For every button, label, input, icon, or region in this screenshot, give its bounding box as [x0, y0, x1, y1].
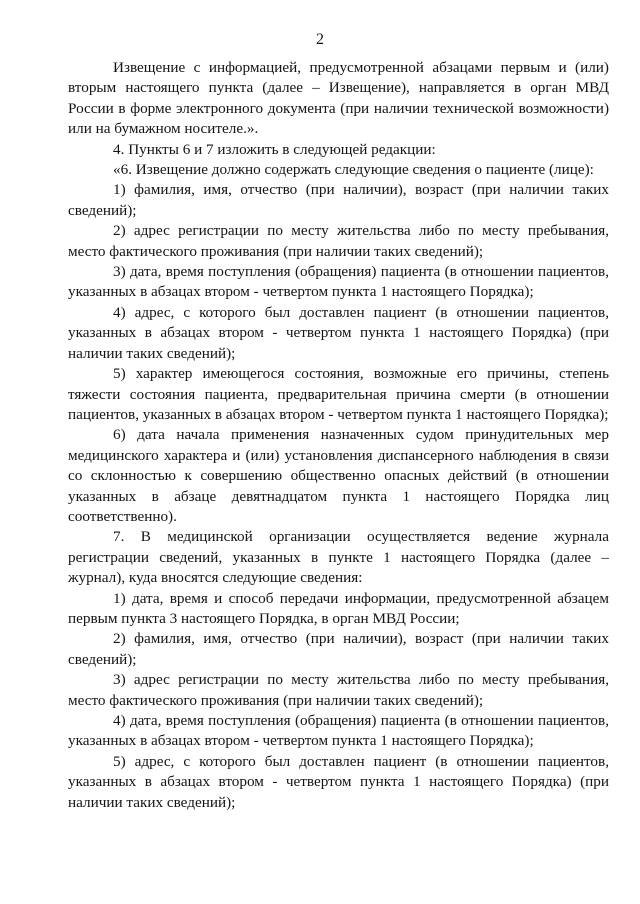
paragraph: 4) дата, время поступления (обращения) пациента (в отношении пациентов, указанных в абзацах втором - четвертом пункта 1 настоящего Порядка);: [68, 712, 609, 750]
paragraph: 2) фамилия, имя, отчество (при наличии), возраст (при наличии таких сведений);: [68, 630, 609, 668]
paragraph: 5) характер имеющегося состояния, возможные его причины, степень тяжести состояния пациента, предварительная причина смерти (в отношении пациентов, указанных в абзацах втором - четвертом пункта 1 настоящего Порядка);: [68, 365, 609, 423]
paragraph: Извещение с информацией, предусмотренной абзацами первым и (или) вторым настоящего пункта (далее – Извещение), направляется в орган МВД России в форме электронного документа (при наличии технической возможности) или на бумажном носителе.».: [68, 59, 609, 138]
paragraph: 3) дата, время поступления (обращения) пациента (в отношении пациентов, указанных в абзацах втором - четвертом пункта 1 настоящего Порядка);: [68, 263, 609, 301]
paragraph: 2) адрес регистрации по месту жительства либо по месту пребывания, место фактического проживания (при наличии таких сведений);: [68, 222, 609, 260]
paragraph: «6. Извещение должно содержать следующие сведения о пациенте (лице):: [113, 161, 594, 179]
document-body: [68, 58, 609, 813]
paragraph: 1) дата, время и способ передачи информации, предусмотренной абзацем первым пункта 3 настоящего Порядка, в орган МВД России;: [68, 589, 609, 627]
page-number: 2: [316, 31, 324, 48]
paragraph: 3) адрес регистрации по месту жительства либо по месту пребывания, место фактического проживания (при наличии таких сведений);: [68, 671, 609, 709]
paragraph: 7. В медицинской организации осуществляется ведение журнала регистрации сведений, указанных в пункте 1 настоящего Порядка (далее – журнал), куда вносятся следующие сведения:: [68, 528, 609, 587]
paragraph: 5) адрес, с которого был доставлен пациент (в отношении пациентов, указанных в абзацах втором - четвертом пункта 1 настоящего Порядка) (при наличии таких сведений);: [68, 752, 609, 811]
paragraph: 4) адрес, с которого был доставлен пациент (в отношении пациентов, указанных в абзацах втором - четвертом пункта 1 настоящего Порядка) (при наличии таких сведений);: [68, 303, 609, 362]
paragraph: 6) дата начала применения назначенных судом принудительных мер медицинского характера и (или) установления диспансерного наблюдения в связи со склонностью к совершению общественно опасных действий (в отношении указанных в абзаце девятнадцатом пункта 1 настоящего Порядка лиц соответственно).: [68, 426, 609, 525]
paragraph: 1) фамилия, имя, отчество (при наличии), возраст (при наличии таких сведений);: [68, 181, 609, 219]
paragraph: 4. Пункты 6 и 7 изложить в следующей редакции:: [113, 140, 436, 158]
